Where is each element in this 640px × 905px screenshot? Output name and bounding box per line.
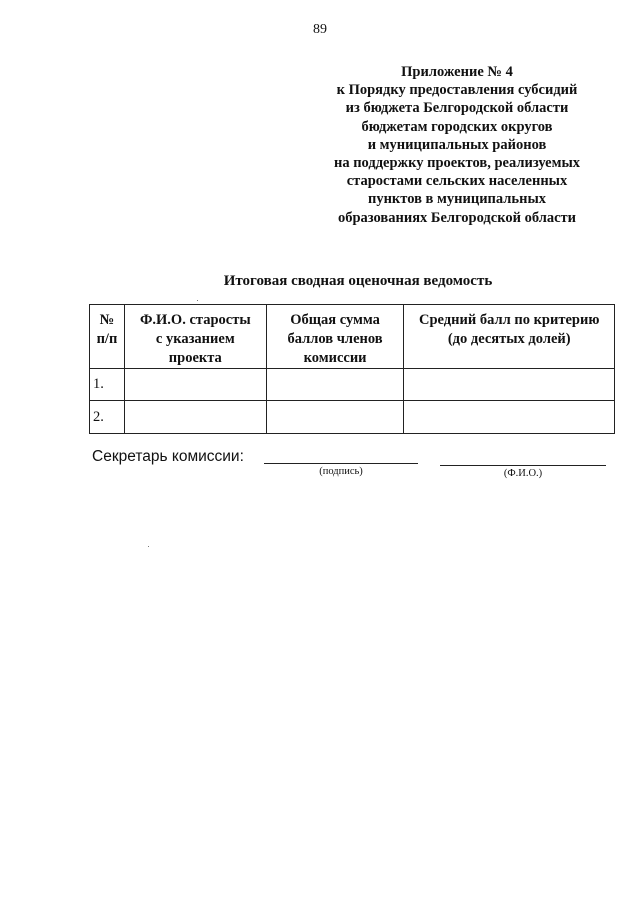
appendix-line: образованиях Белгородской области: [337, 209, 577, 226]
header-text: комиссии: [303, 350, 367, 366]
cell-fio: [124, 401, 266, 434]
cell-total-score: [266, 401, 404, 434]
signature-line: [264, 463, 418, 464]
cell-total-score: [266, 369, 404, 401]
secretary-label: Секретарь комиссии:: [92, 448, 244, 465]
table-header-row: [90, 305, 615, 369]
appendix-line: старостами сельских населенных: [346, 173, 568, 190]
row-number: 1.: [90, 369, 125, 401]
appendix-line: и муниципальных районов: [367, 136, 547, 153]
cell-fio: [124, 369, 266, 401]
header-average-score: [404, 305, 615, 369]
scan-speck: [197, 300, 198, 301]
signature-hint: (подпись): [319, 466, 363, 477]
fio-hint: (Ф.И.О.): [503, 468, 543, 479]
table-row: [90, 401, 615, 434]
header-number: [90, 305, 125, 369]
appendix-line: пунктов в муниципальных: [367, 191, 547, 208]
appendix-line: бюджетам городских округов: [361, 118, 553, 135]
header-total-score: [266, 305, 404, 369]
page-number: 89: [313, 22, 327, 37]
cell-average-score: [404, 369, 615, 401]
row-number: 2.: [90, 401, 125, 434]
appendix-line: на поддержку проектов, реализуемых: [333, 155, 581, 172]
appendix-line: к Порядку предоставления субсидий: [336, 82, 578, 99]
fio-line: [440, 465, 606, 466]
header-text: (до десятых долей): [447, 331, 571, 347]
score-table: [89, 304, 615, 434]
header-fio: [124, 305, 266, 369]
cell-average-score: [404, 401, 615, 434]
table-row: [90, 369, 615, 401]
appendix-line: Приложение № 4: [401, 64, 513, 80]
header-text: п/п: [96, 331, 118, 347]
header-text: Средний балл по критерию: [419, 312, 600, 328]
document-title: Итоговая сводная оценочная ведомость: [223, 273, 493, 289]
header-text: проекта: [168, 350, 222, 366]
header-text: Общая сумма: [290, 312, 380, 328]
scan-speck: [148, 546, 149, 547]
header-text: с указанием: [155, 331, 235, 347]
appendix-header: [296, 63, 618, 227]
header-text: баллов членов: [287, 331, 383, 347]
header-text: Ф.И.О. старосты: [139, 312, 251, 328]
appendix-line: из бюджета Белгородской области: [345, 100, 569, 117]
header-text: №: [99, 312, 115, 328]
